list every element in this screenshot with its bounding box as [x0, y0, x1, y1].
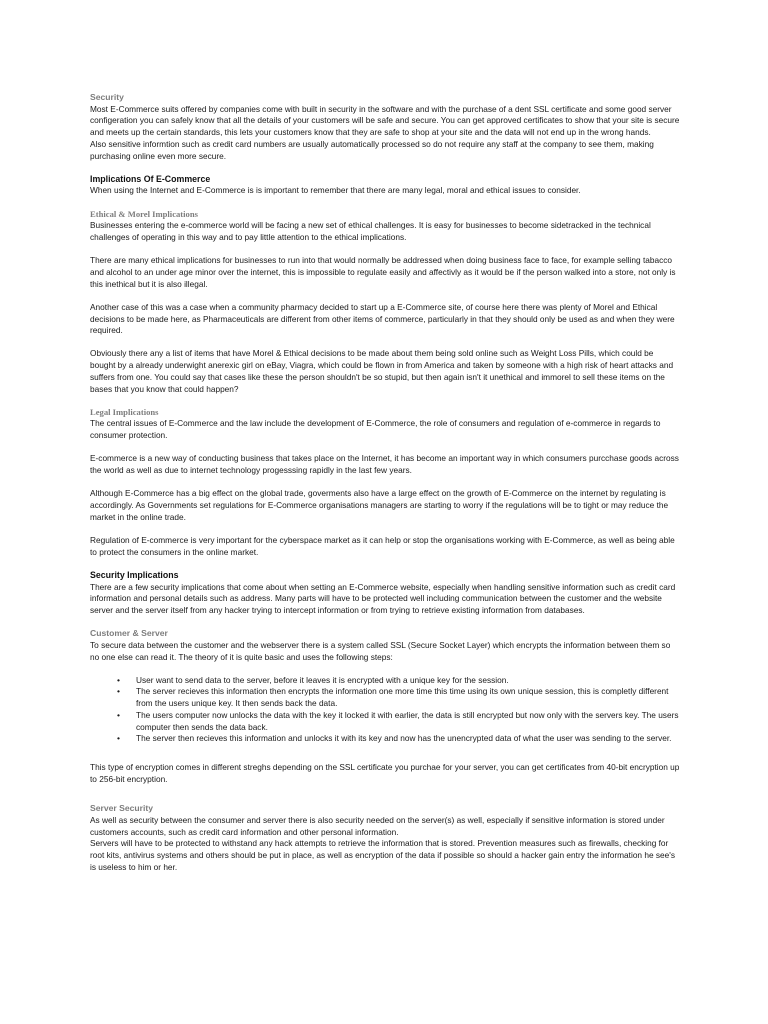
- bullet-icon: •: [117, 674, 120, 685]
- paragraph: This type of encryption comes in different streghs depending on the SSL certificate you purchae for your server, you can get certificates from 40-bit encryption up to 256-bit encryption.: [90, 762, 680, 785]
- section-heading-implications: Implications Of E-Commerce: [90, 173, 211, 184]
- bullet-icon: •: [117, 733, 120, 744]
- paragraph: Most E-Commerce suits offered by companies come with built in security in the software and with the purchase of a dent SSL certificate and some good server configeration you can safely know that all the details of your customers will be safe and secure. You can get approved certificates to show that your site is secure and meets up the certain standards, this lets your customers know that they are safe to shop at your site and the data will not end up in the wrong hands.: [90, 103, 680, 138]
- section-heading-customer-server: Customer & Server: [90, 628, 168, 639]
- paragraph: Also sensitive informtion such as credit card numbers are usually automatically processed so do not require any staff at the company to see them, making purchasing online even more secure.: [90, 138, 654, 161]
- section-heading-server-security: Server Security: [90, 803, 154, 814]
- paragraph: As well as security between the consumer and server there is also security needed on the server(s) as well, especially if sensitive information is stored under customers accounts, such as credit card information and other personal information.: [90, 815, 665, 837]
- paragraph: Obviously there any a list of items that have Morel & Ethical decisions to be made about them being sold online such as Weight Loss Pills, which could be bought by a already underwight anerexic girl on eBay, Viagra, which could be flown in from America and taken by someone with a high risk of heart attacks and suffers from one. You could say that cases like these the person shouldn't be so stupid, but then again isn't it unethical and immorel to sell these items on the bases that you know that could happen?: [90, 348, 674, 394]
- paragraph: To secure data between the customer and the webserver there is a system called SSL (Secure Socket Layer) which encrypts the information between them so no one else can read it. The theory of it is quite basic and uses the following steps:: [90, 639, 671, 662]
- list-item: • The server then recieves this information and unlocks it with its key and now has the unencrypted data of what the user was sending to the server.: [117, 733, 672, 744]
- steps-list: [90, 675, 680, 745]
- list-item: • The server recieves this information then encrypts the information one more time this time using its own unique session, this is completly different from the users unique key. It then sends back the data.: [117, 686, 669, 709]
- paragraph: There are a few security implications that come about when setting an E-Commerce website, especially when handling sensitive information such as credit card information and personal details such as address. Many parts will have to be protected well including communication between the customer and the website server and the server itself from any hacker trying to intercept information or from trying to retrieve existing information from databases.: [90, 581, 676, 615]
- paragraph: The central issues of E-Commerce and the law include the development of E-Commerce, the role of consumers and regulation of e-commerce in regards to consumer protection.: [90, 418, 661, 441]
- bullet-icon: •: [117, 709, 120, 720]
- paragraph: Although E-Commerce has a big effect on the global trade, goverments also have a large effect on the growth of E-Commerce on the internet by regulating is accordingly. As Governments set regulations for E-Commerce organisations managers are starting to worry if the regulations will be to tight or may reduce the market in the online trade.: [90, 488, 669, 522]
- paragraph: When using the Internet and E-Commerce is is important to remember that there are many legal, moral and ethical issues to consider.: [90, 185, 581, 196]
- section-heading-legal: Legal Implications: [90, 406, 159, 417]
- list-item: • User want to send data to the server, before it leaves it is encrypted with a unique key for the session.: [117, 674, 509, 685]
- paragraph: Businesses entering the e-commerce world will be facing a new set of ethical challenges. It is easy for businesses to become sidetracked in the technical challenges of operating in this way and to pay little attention to the ethical implications.: [90, 220, 651, 243]
- paragraph: Another case of this was a case when a community pharmacy decided to start up a E-Commerce site, of course here there was plenty of Morel and Ethical decisions to be made here, as Pharmaceuticals are different from other items of commerce, particularly in that they should only be used as and when they were required.: [90, 301, 675, 336]
- list-item: • The users computer now unlocks the data with the key it locked it with earlier, the data is still encrypted but now only with the servers key. The users computer then sends the data back.: [117, 709, 679, 732]
- bullet-icon: •: [117, 686, 120, 697]
- document-page: [90, 92, 680, 874]
- paragraph: Regulation of E-commerce is very important for the cyberspace market as it can help or stop the organisations working with E-Commerce, as well as being able to protect the consumers in the online market.: [90, 534, 675, 557]
- paragraph: There are many ethical implications for businesses to run into that would normally be addressed when doing business face to face, for example selling tabacco and alcohol to an under age minor over the internet, this is impossible to regulate easily and affectivly as it would be if the person walked into a store, not only is this inethical but it is also illegal.: [90, 255, 676, 289]
- section-heading-security: Security: [90, 92, 124, 102]
- section-heading-ethical: Ethical & Morel Implications: [90, 208, 198, 219]
- section-heading-security-implications: Security Implications: [90, 569, 179, 580]
- paragraph: Servers will have to be protected to withstand any hack attempts to retrieve the information that is stored. Prevention measures such as firewalls, checking for root kits, antivirus systems and others should be put in place, as well as encryption of the data if possible so should a hacker gain entry the information he see's is useless to him or her.: [90, 838, 675, 872]
- paragraph: E-commerce is a new way of conducting business that takes place on the Internet, it has become an important way in which consumers purcchase goods across the world as well as due to internet technology progesssing rapidly in the last few years.: [90, 453, 679, 476]
